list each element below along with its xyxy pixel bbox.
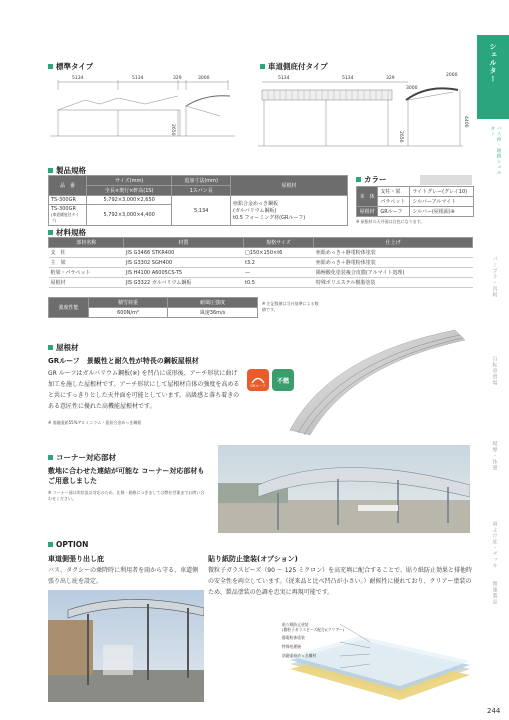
table-row: 主 梁 JIS G3302 SGH400 t3.2 亜鉛めっき＋静電粉体塗装 — [49, 258, 473, 268]
corner-lead: 敷地に合わせた連結が可能な コーナー対応部材もご用意しました — [48, 467, 205, 485]
layer-labels: 貼り紙防止塗装 (微粒子ガラスビーズ配合)(クリアー) 静電粉体塗装 特殊処理層 溶融亜鉛めっき鋼材 — [282, 622, 345, 658]
table-header: 追加寸法(mm) — [172, 176, 231, 186]
bullet-square-icon — [48, 168, 53, 173]
table-header: 屋根材 — [231, 176, 348, 196]
dimension-label: 2000 — [446, 73, 458, 78]
table-header: 1スパン長 — [172, 186, 231, 196]
table-row: 支 柱 JIS G3466 STKR400 □150×150×t6 亜鉛めっき＋静電粉体塗装 — [49, 248, 473, 258]
roof-lead: GRルーフ 景観性と耐久性が特長の鋼板屋根材 — [48, 357, 199, 365]
drawing-sidewalk — [258, 73, 473, 161]
dimension-label: 3000 — [198, 76, 210, 81]
table-row: 本 体 支柱・梁 ライトグレー(グレイ10) — [357, 187, 474, 197]
nonflammable-badge: 不燃 — [272, 369, 294, 391]
heading-roof: 屋根材 — [48, 342, 79, 353]
dimension-label: 2650 — [398, 131, 403, 143]
strength-table: 強度性能 積雪荷重 耐風圧強度 600N/m² 風速36m/s — [48, 297, 258, 318]
dimension-label: 5134 — [342, 76, 354, 81]
sidebar-nav — [477, 35, 509, 720]
table-header: 全長×奥行×軒高(1S) — [87, 186, 172, 196]
table-row: TS-300GR (車道側庇付タイプ) 5,792×3,000×4,400 — [49, 205, 348, 226]
sidebar-item-pergola[interactable]: パーゴラ・四阿 — [491, 256, 498, 298]
bullet-square-icon — [48, 345, 53, 350]
dimension-label: 329 — [173, 76, 182, 81]
sidebar-active-sub: バス停・通路シェルター — [490, 126, 501, 176]
roof-body: GR ルーフはガルバリウム鋼板(※) を凹凸に成形後、アーチ形状に曲げ加工を施した屋根材です。アーチ形状にして屋根材自体の強度を高めると共にすっきりとした天井面を可能としています。高級感と落ち着きのある意匠性に優れた高機能屋根材です。 — [48, 370, 240, 410]
heading-specs: 製品規格 — [48, 165, 86, 176]
color-note: ※ 屋根材の天井面は白色になります。 — [356, 219, 425, 224]
table-row: 屋根材 GRルーフ シルバー(屋根面)※ — [357, 207, 474, 217]
table-row: 600N/m² 風速36m/s — [49, 308, 258, 318]
bullet-square-icon — [260, 64, 265, 69]
heading-materials: 材料規格 — [48, 227, 86, 238]
sidebar-active-title: シェルター — [489, 43, 497, 83]
dimension-label: 5134 — [278, 76, 290, 81]
page-number: 244 — [487, 707, 501, 715]
bullet-square-icon — [356, 177, 361, 182]
corner-shelter-photo — [218, 445, 470, 533]
dimension-label: 4400 — [463, 116, 468, 128]
option-right-body: 微粒子ガラスビーズ（90 ～ 125 ミクロン）を高充填に配合することで、貼り紙防止効果と排他時の安全性を両立しています。（従来品と比べ凹凸が小さい。）耐候性に優れており、クリアー塗装のため、製品塗装の色調を忠実に再現可能です。 — [208, 567, 472, 596]
heading-standard-type: 標準タイプ — [48, 61, 93, 72]
dimension-label: 329 — [386, 76, 395, 81]
bullet-square-icon — [48, 64, 53, 69]
roof-panel-image — [290, 325, 470, 435]
sidebar-item-shelter[interactable] — [477, 35, 509, 119]
heading-sidewalk-type: 車道側庇付タイプ — [260, 61, 328, 72]
sidebar-item-smoking[interactable]: 喫煙・休憩 — [491, 441, 498, 471]
dimension-label: 2650 — [170, 124, 175, 136]
sidebar-subitem[interactable] — [481, 120, 509, 180]
option-right-lead: 貼り紙防止塗装(オプション) — [208, 555, 298, 563]
bullet-square-icon — [48, 542, 53, 547]
color-swatch — [420, 175, 472, 185]
roof-spec-cell: 亜鉛合金めっき鋼板 (ガルバリウム鋼板) t0.5 フォーミング材(GRルーフ) — [231, 196, 348, 226]
materials-table: 部材名称 材質 規格サイズ 仕上げ 支 柱 JIS G3466 STKR400 □150×150×t6 亜鉛めっき＋静電粉体塗装 主 梁 JIS G3302 SGH400 t3.2 亜鉛めっき＋静電粉体塗装 桁梁・パラペット JIS H4100 A6005CS-T5 — 陽極酸化塗装複合皮膜(アルマイト処理) 屋根材 JIS G3322 ガルバリウム鋼板 t0.5 特殊ポリエステル樹脂塗装 — [48, 237, 473, 288]
heading-corner: コーナー対応部材 — [48, 452, 116, 463]
table-row: TS-300GR 5,792×3,000×2,650 5,134 亜鉛合金めっき鋼板 (ガルバリウム鋼板) t0.5 フォーミング材(GRルーフ) — [49, 196, 348, 205]
sidebar-item-related[interactable]: 関連製品 — [491, 581, 498, 605]
dimension-label: 5134 — [132, 76, 144, 81]
dimension-label: 3000 — [406, 86, 418, 91]
bullet-square-icon — [48, 230, 53, 235]
option-left-body: バス、タクシーの乗降時に利用者を雨から守る、車道側張り出し庇を設定。 — [48, 567, 199, 585]
dimension-label: 5134 — [72, 76, 84, 81]
heading-color: カラー — [356, 174, 387, 185]
drawing-standard — [50, 76, 250, 156]
bullet-square-icon — [48, 455, 53, 460]
strength-note: ※ 左記数値は当社基準による数値です。 — [262, 301, 319, 312]
roof-icon — [251, 374, 265, 384]
coating-layer-diagram — [280, 614, 470, 704]
sidebar-item-bicycle[interactable]: 自転車置場 — [491, 356, 498, 386]
option-left-lead: 車道側張り出し庇 — [48, 555, 104, 563]
bus-stop-photo — [48, 590, 204, 702]
table-row: 屋根材 JIS G3322 ガルバリウム鋼板 t0.5 特殊ポリエステル樹脂塗装 — [49, 278, 473, 288]
sidebar-item-canopy[interactable]: 雨よけ庇・デッキ — [491, 521, 498, 569]
gr-roof-badge: GRルーフ — [247, 369, 269, 391]
table-row: パラペット シルバーアルマイト — [357, 197, 474, 207]
corner-note: ※ コーナー部は形状設計対応のため、仕様・価格につきましては弊社営業までお問い合わせください。 — [48, 490, 205, 501]
table-header: 品 番 — [49, 176, 87, 196]
color-table — [356, 186, 474, 217]
roof-note: ※ 溶融亜鉛55%アルミニウム・亜鉛合金めっき鋼板 — [48, 420, 142, 425]
spec-table — [48, 175, 348, 226]
table-header: サイズ(mm) — [87, 176, 172, 186]
heading-option: OPTION — [48, 540, 88, 549]
table-row: 桁梁・パラペット JIS H4100 A6005CS-T5 — 陽極酸化塗装複合皮膜(アルマイト処理) — [49, 268, 473, 278]
